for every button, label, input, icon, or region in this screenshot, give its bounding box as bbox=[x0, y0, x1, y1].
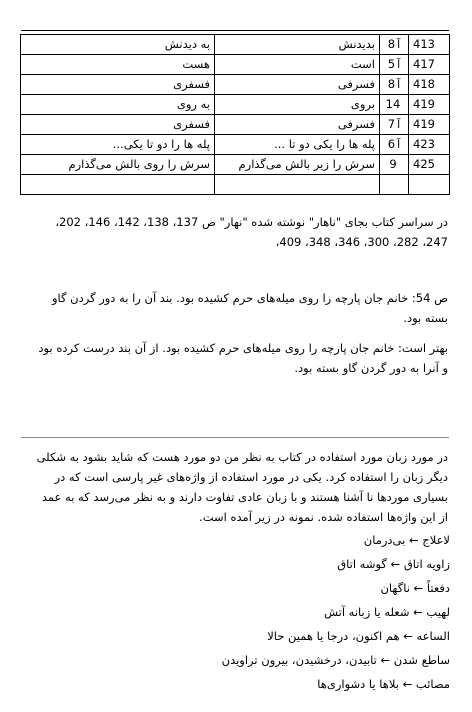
incorrect-text-cell: فسرفی bbox=[215, 75, 380, 95]
note-line: 247، 282، 300، 346، 348، 409، bbox=[275, 235, 448, 249]
line-marker: آ bbox=[397, 38, 401, 51]
line-number-cell bbox=[380, 135, 409, 155]
line-number-cell bbox=[380, 115, 409, 135]
table-row bbox=[21, 155, 450, 175]
list-item: لهیب ← شعله یا زبانه آتش bbox=[323, 605, 450, 619]
table-row bbox=[21, 35, 450, 55]
correct-text-cell bbox=[21, 175, 215, 195]
page-number-cell: 418 bbox=[409, 75, 450, 95]
note-line: بسیاری موردها نا آشنا هستند و با زبان عادی تفاوت دارند و به نظر می‌رسد که به عمد bbox=[41, 490, 448, 504]
line-number: 9 bbox=[389, 157, 397, 171]
line-number: 8 bbox=[387, 37, 396, 51]
note-line: در مورد زبان مورد استفاده در کتاب به نظر من دو مورد هست که شاید بشود به شکلی bbox=[36, 450, 448, 464]
note-line: دیگر زبان را استفاده کرد. یکی در مورد استفاده از واژه‌های غیر پارسی است که در bbox=[54, 470, 448, 484]
line-marker: آ bbox=[397, 58, 401, 71]
note-line: از این واژه‌ها استفاده شده. نمونه در زیر آمده است. bbox=[199, 510, 448, 524]
list-item: لاعلاج ← بی‌درمان bbox=[363, 533, 450, 547]
correct-text-cell: فسفری bbox=[21, 115, 215, 135]
correct-text-cell: به روی bbox=[21, 95, 215, 115]
line-number: 6 bbox=[387, 137, 396, 151]
correct-text-cell: سرش را روی بالش می‌گذارم bbox=[21, 155, 215, 175]
incorrect-text-cell: پله ها را یکی دو تا ... bbox=[215, 135, 380, 155]
note-better bbox=[22, 338, 448, 378]
note-line: بهتر است: خانم جان پارچه را روی میله‌های حرم کشیده بود. از آن بند درست کرده بود bbox=[38, 341, 448, 355]
note-line: ص 54: خانم جان پارچه را روی میله‌های حرم کشیده بود. بند آن را به دور گردن گاو bbox=[51, 291, 448, 305]
page-number-cell: 425 bbox=[409, 155, 450, 175]
line-marker: آ bbox=[397, 78, 401, 91]
table-row bbox=[21, 135, 450, 155]
incorrect-text-cell: بدیدنش bbox=[215, 35, 380, 55]
list-item: دفعتاً ← ناگهان bbox=[380, 581, 450, 595]
note-line: در سراسر کتاب بجای "ناهار" نوشته شده "نهار" ص 137، 138، 142، 146، 202، bbox=[55, 215, 448, 229]
errata-table bbox=[20, 34, 450, 195]
line-number-cell bbox=[380, 75, 409, 95]
list-item: الساعه ← هم اکنون، درجا یا همین حالا bbox=[267, 629, 450, 643]
line-number: 14 bbox=[385, 97, 401, 111]
page-number-cell bbox=[409, 175, 450, 195]
replacement-list bbox=[222, 528, 450, 696]
note-line: بسته بود. bbox=[403, 311, 448, 325]
incorrect-text-cell bbox=[215, 175, 380, 195]
line-marker: آ bbox=[397, 118, 401, 131]
table-row bbox=[21, 95, 450, 115]
incorrect-text-cell: سرش را زیر بالش می‌گذارم bbox=[215, 155, 380, 175]
page-number-cell: 423 bbox=[409, 135, 450, 155]
correct-text-cell: به دیدنش bbox=[21, 35, 215, 55]
list-item: زاویه اتاق ← گوشه اتاق bbox=[337, 557, 450, 571]
line-number: 8 bbox=[387, 77, 396, 91]
line-number-cell bbox=[380, 55, 409, 75]
section-divider bbox=[21, 437, 449, 438]
line-number-cell bbox=[380, 35, 409, 55]
line-number-cell bbox=[380, 95, 409, 115]
correct-text-cell: هست bbox=[21, 55, 215, 75]
line-number: 5 bbox=[387, 57, 396, 71]
incorrect-text-cell: است bbox=[215, 55, 380, 75]
note-nahar bbox=[22, 212, 448, 252]
list-item: مصائب ← بلاها یا دشواری‌ها bbox=[317, 677, 450, 691]
note-page-54 bbox=[22, 288, 448, 328]
table-row bbox=[21, 175, 450, 195]
correct-text-cell: فسفری bbox=[21, 75, 215, 95]
note-language bbox=[22, 447, 448, 527]
table-top-border bbox=[21, 30, 449, 31]
line-number-cell bbox=[380, 155, 409, 175]
line-number: 7 bbox=[387, 117, 396, 131]
incorrect-text-cell: فسرفی bbox=[215, 115, 380, 135]
table-row bbox=[21, 115, 450, 135]
page-number-cell: 419 bbox=[409, 115, 450, 135]
incorrect-text-cell: بروی bbox=[215, 95, 380, 115]
page-number-cell: 413 bbox=[409, 35, 450, 55]
line-marker: آ bbox=[397, 138, 401, 151]
correct-text-cell: پله ها را دو تا یکی... bbox=[21, 135, 215, 155]
note-line: و آنرا به دور گردن گاو بسته بود. bbox=[294, 361, 448, 375]
table-row bbox=[21, 55, 450, 75]
page-number-cell: 419 bbox=[409, 95, 450, 115]
line-number-cell bbox=[380, 175, 409, 195]
list-item: ساطع شدن ← تابیدن، درخشیدن، بیرون تراویدن bbox=[221, 653, 450, 667]
table-row bbox=[21, 75, 450, 95]
page-number-cell: 417 bbox=[409, 55, 450, 75]
